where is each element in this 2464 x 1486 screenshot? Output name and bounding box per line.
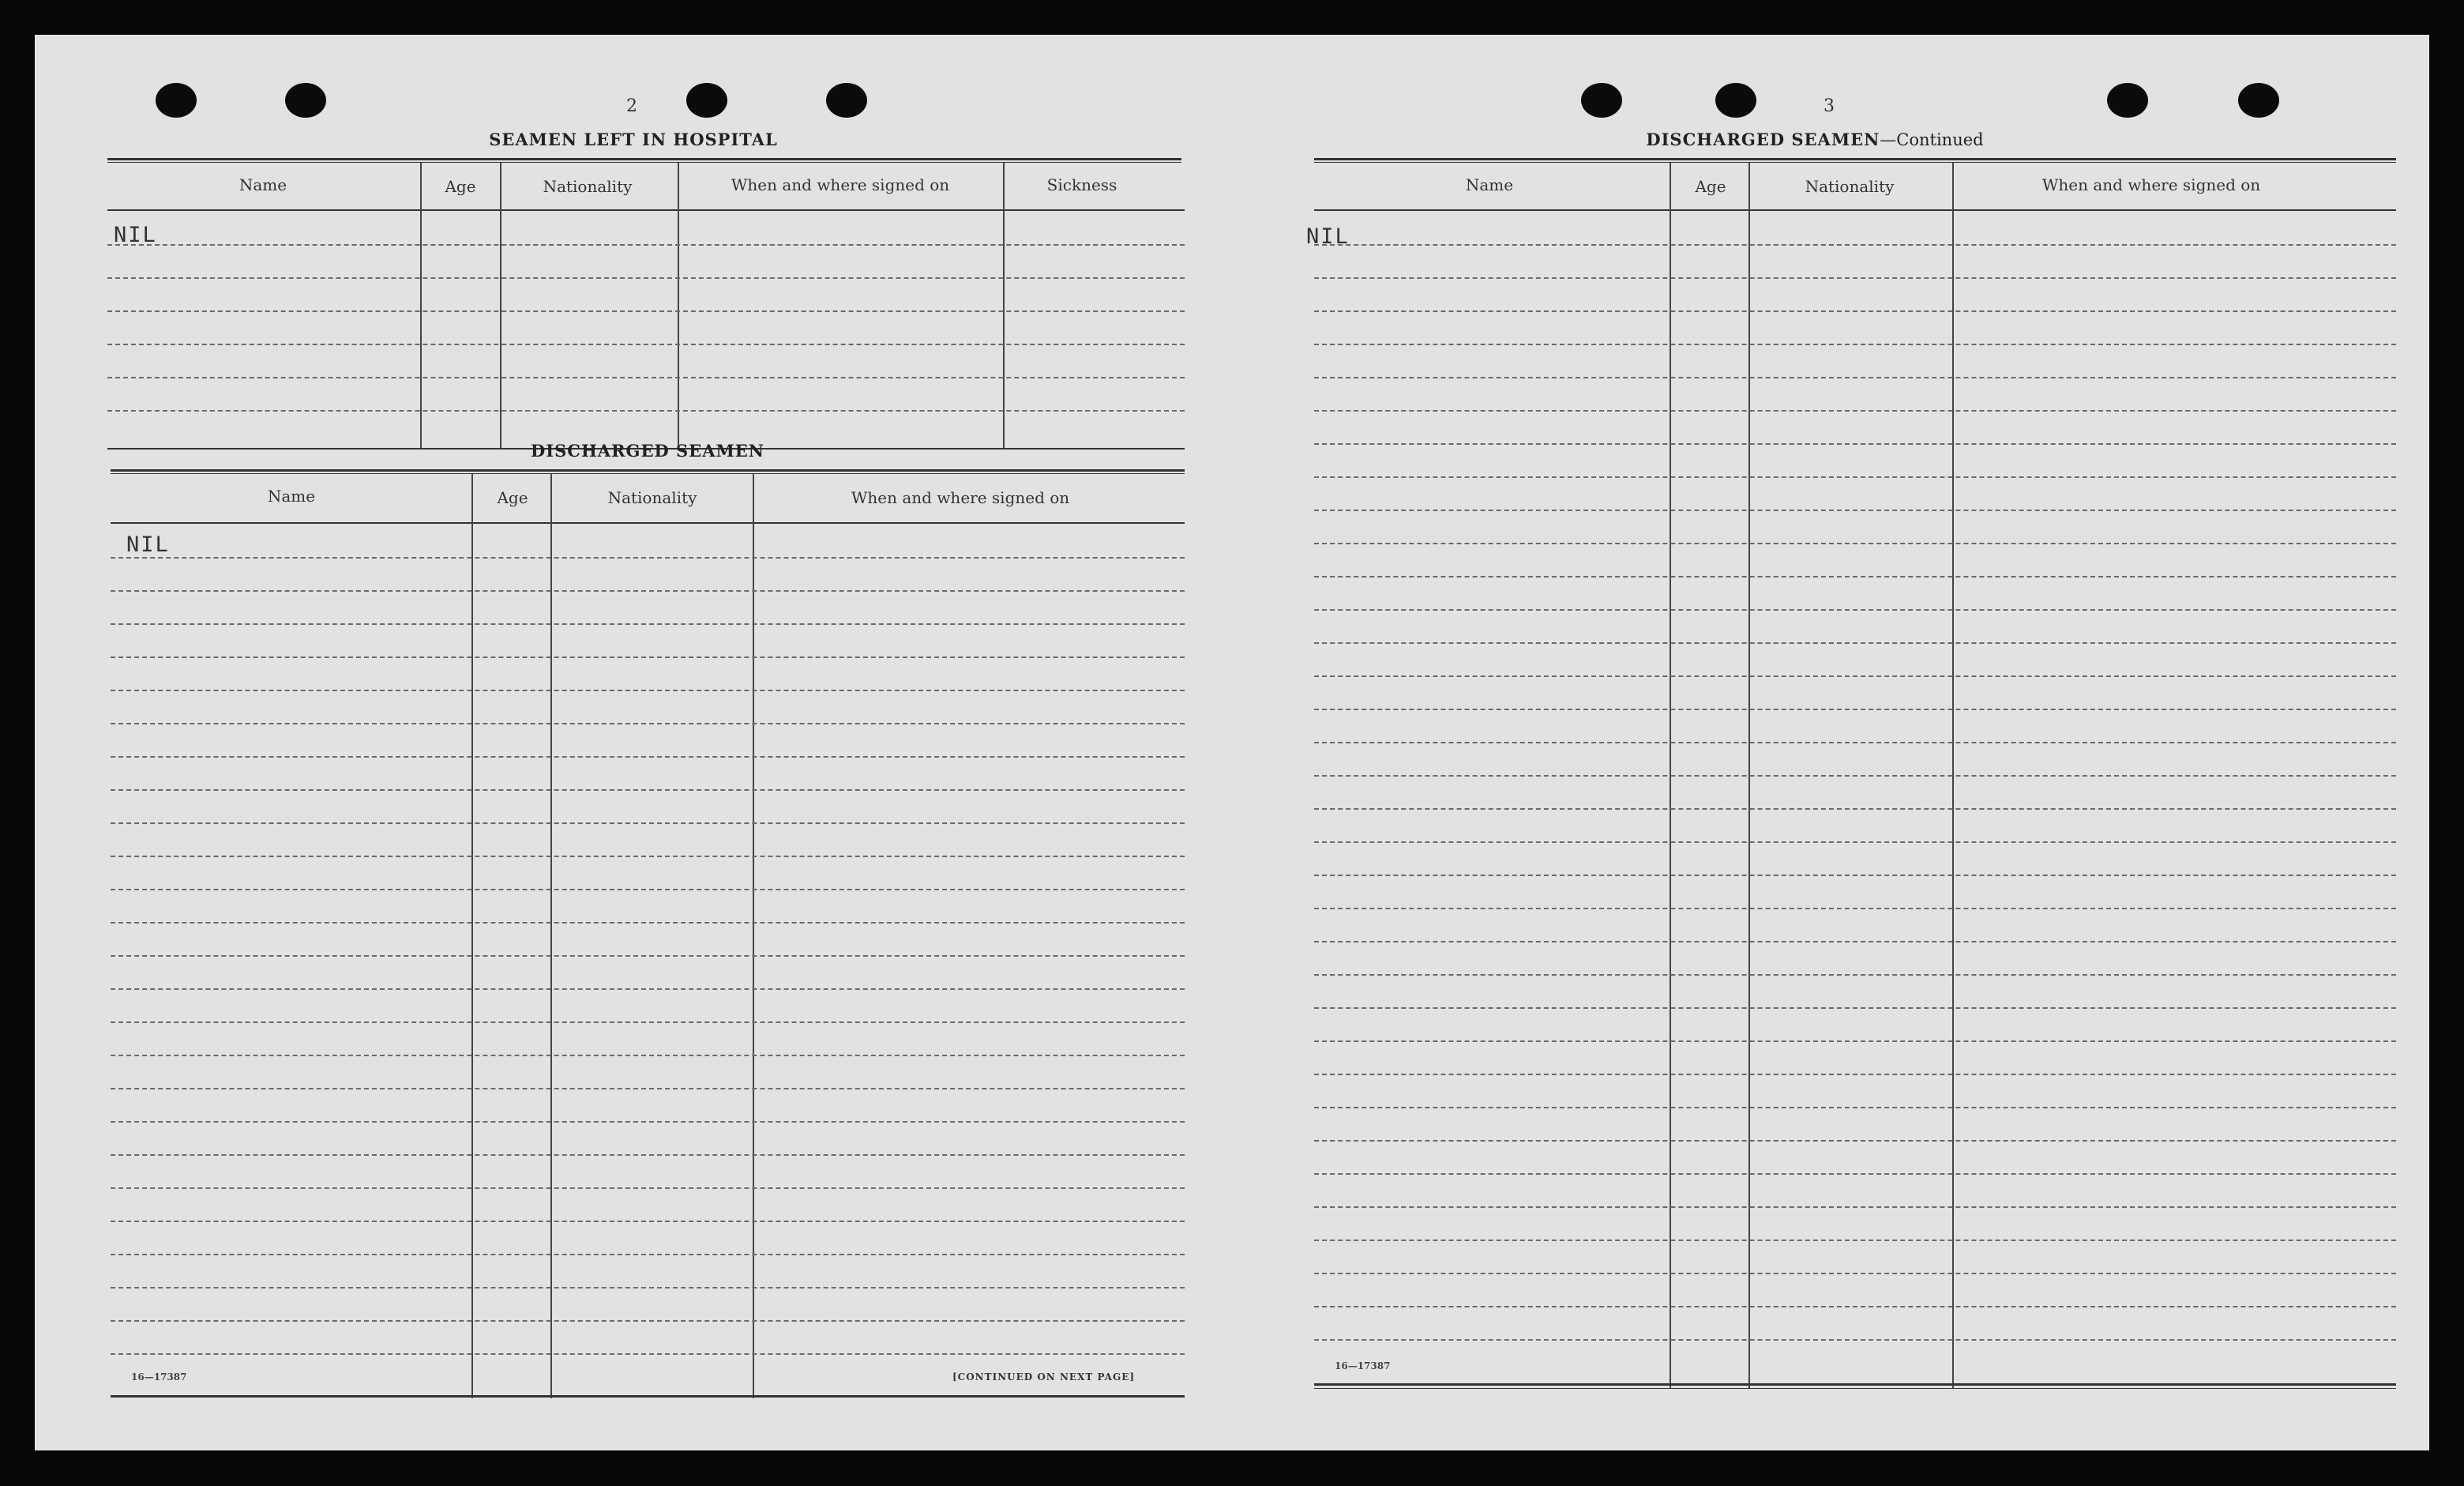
title-rule [111, 473, 1185, 474]
row-line [1314, 1339, 2396, 1341]
column-divider [550, 474, 552, 1398]
continued-section-title [1646, 130, 1983, 149]
row-line [107, 344, 1185, 345]
row-line [107, 277, 1185, 279]
row-line [111, 723, 1185, 724]
header-rule [111, 522, 1185, 524]
column-header-signed-on: When and where signed on [731, 175, 950, 194]
row-line [1314, 244, 2396, 246]
continued-note: [CONTINUED ON NEXT PAGE] [952, 1371, 1136, 1383]
row-line [1314, 1140, 2396, 1142]
row-line [1314, 510, 2396, 511]
row-line [1314, 576, 2396, 577]
row-line [1314, 1074, 2396, 1075]
column-header-age: Age [497, 488, 528, 507]
discharged-section-title: DISCHARGED SEAMEN [531, 441, 764, 461]
row-line [111, 856, 1185, 857]
title-rule [111, 469, 1185, 472]
row-line [111, 922, 1185, 924]
row-line [1314, 1007, 2396, 1009]
column-divider [753, 474, 754, 1398]
row-line [1314, 775, 2396, 777]
row-line [1314, 1107, 2396, 1108]
row-line [111, 1088, 1185, 1089]
column-header-nationality: Nationality [1805, 177, 1895, 196]
form-code: 16—17387 [1335, 1360, 1391, 1371]
table-bottom-rule [1314, 1388, 2396, 1389]
column-divider [1003, 163, 1005, 449]
column-header-age: Age [445, 177, 476, 196]
column-header-name: Name [267, 487, 316, 506]
row-line [1314, 1240, 2396, 1241]
header-rule [1314, 209, 2396, 211]
row-line [111, 1221, 1185, 1222]
row-line [1314, 709, 2396, 710]
hospital-entry: NIL [114, 223, 157, 247]
column-header-name: Name [1465, 175, 1514, 194]
column-header-name: Name [239, 175, 287, 194]
row-line [111, 690, 1185, 691]
page-number: 3 [1824, 96, 1835, 116]
punch-hole [686, 83, 727, 118]
header-rule [107, 209, 1185, 211]
row-line [111, 656, 1185, 658]
row-line [111, 1154, 1185, 1156]
row-line [111, 889, 1185, 890]
row-line [1314, 1273, 2396, 1274]
punch-hole [2107, 83, 2148, 118]
row-line [1314, 974, 2396, 976]
hospital-section-title: SEAMEN LEFT IN HOSPITAL [489, 130, 778, 149]
row-line [111, 1254, 1185, 1255]
title-rule [1314, 158, 2396, 160]
column-divider [500, 163, 501, 449]
row-line [1314, 675, 2396, 677]
punch-hole [1581, 83, 1622, 118]
row-line [1314, 742, 2396, 743]
column-header-nationality: Nationality [543, 177, 633, 196]
title-rule [107, 162, 1181, 163]
row-line [1314, 410, 2396, 412]
form-code: 16—17387 [131, 1371, 187, 1383]
discharged-entry: NIL [126, 532, 170, 557]
title-suffix: —Continued [1880, 130, 1984, 149]
table-bottom-rule [111, 1395, 1185, 1398]
discharged-continued-entry: NIL [1306, 224, 1350, 249]
punch-hole [285, 83, 326, 118]
column-header-sickness: Sickness [1046, 175, 1117, 194]
title-rule [107, 158, 1181, 160]
row-line [1314, 642, 2396, 644]
row-line [111, 1187, 1185, 1189]
row-line [111, 623, 1185, 625]
row-line [111, 789, 1185, 791]
column-header-signed-on: When and where signed on [2041, 175, 2261, 194]
title-rule [1314, 162, 2396, 163]
row-line [111, 1021, 1185, 1023]
row-line [111, 1055, 1185, 1056]
column-header-nationality: Nationality [607, 488, 697, 507]
scanned-document-sheet [35, 35, 2429, 1450]
row-line [1314, 344, 2396, 345]
row-line [107, 310, 1185, 312]
row-line [111, 955, 1185, 957]
row-line [111, 1353, 1185, 1355]
row-line [1314, 476, 2396, 478]
column-header-age: Age [1695, 177, 1726, 196]
punch-hole [156, 83, 197, 118]
row-line [111, 1287, 1185, 1288]
row-line [1314, 1206, 2396, 1208]
row-line [1314, 1040, 2396, 1042]
punch-hole [826, 83, 867, 118]
punch-hole [1715, 83, 1756, 118]
row-line [1314, 310, 2396, 312]
row-line [1314, 841, 2396, 843]
row-line [111, 1121, 1185, 1123]
row-line [1314, 875, 2396, 876]
row-line [1314, 277, 2396, 279]
row-line [1314, 377, 2396, 378]
column-divider [471, 474, 473, 1398]
row-line [1314, 808, 2396, 810]
row-line [1314, 941, 2396, 942]
title-main: DISCHARGED SEAMEN [1646, 130, 1880, 149]
row-line [111, 756, 1185, 758]
row-line [1314, 908, 2396, 909]
column-divider [420, 163, 422, 449]
page-number: 2 [626, 96, 637, 116]
row-line [1314, 1306, 2396, 1307]
row-line [111, 1320, 1185, 1322]
row-line [107, 244, 1185, 246]
column-divider [678, 163, 679, 449]
row-line [107, 410, 1185, 412]
row-line [1314, 443, 2396, 445]
row-line [111, 822, 1185, 824]
row-line [111, 590, 1185, 592]
row-line [107, 377, 1185, 378]
row-line [111, 557, 1185, 559]
column-header-signed-on: When and where signed on [851, 488, 1070, 507]
row-line [111, 988, 1185, 990]
punch-hole [2238, 83, 2279, 118]
row-line [1314, 543, 2396, 544]
table-bottom-rule [1314, 1383, 2396, 1386]
row-line [1314, 609, 2396, 611]
row-line [1314, 1173, 2396, 1175]
